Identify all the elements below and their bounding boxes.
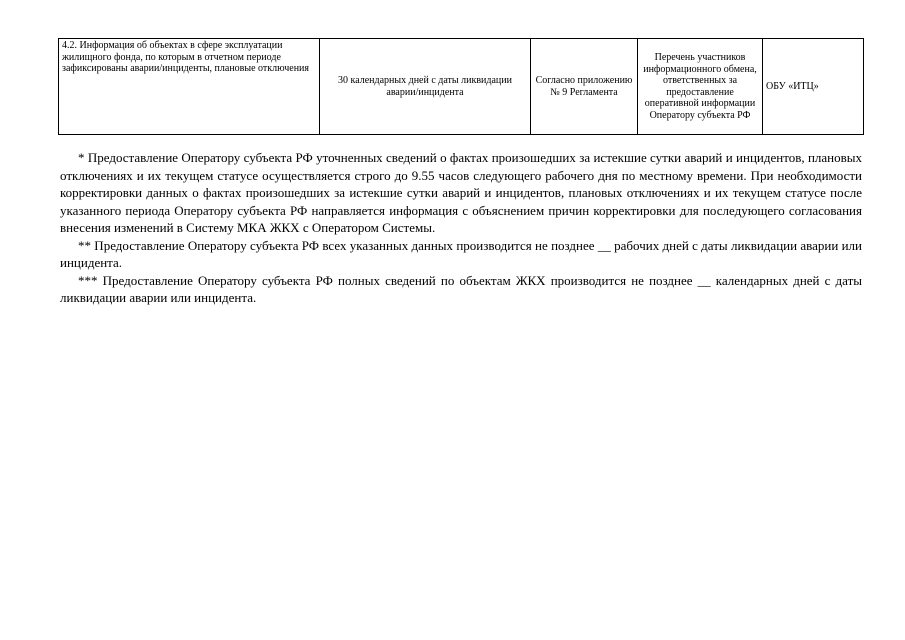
cell-format: Согласно приложению № 9 Регламента — [531, 39, 638, 135]
cell-participants: Перечень участников информационного обмена, ответственных за предоставление оперативной информации Оператору субъекта РФ — [638, 39, 763, 135]
cell-description: 4.2. Информация об объектах в сфере эксплуатации жилищного фонда, по которым в отчетном периоде зафиксированы аварии/инциденты, плановые отключения — [59, 39, 320, 135]
cell-deadline: 30 календарных дней с даты ликвидации аварии/инцидента — [320, 39, 531, 135]
footnote-3: *** Предоставление Оператору субъекта РФ полных сведений по объектам ЖКХ производится не позднее __ календарных дней с даты ликвидации аварии или инцидента. — [60, 272, 862, 305]
table-row — [59, 39, 864, 135]
footnotes — [60, 149, 862, 307]
footnote-1: * Предоставление Оператору субъекта РФ уточненных сведений о фактах произошедших за истекшие сутки аварий и инцидентов, плановых отключениях и их текущем статусе осуществляется строго до 9.55 часов следующего рабочего дня по местному времени. При необходимости корректировки данных о фактах произошедших за истекшие сутки аварий и инцидентов, плановых отключениях и их текущем статусе после указанного периода Оператору субъекта РФ направляется информация с объяснением причин корректировки для последующего согласования внесения изменений в Систему МКА ЖКХ с Оператором Системы. — [60, 150, 862, 235]
reporting-table — [58, 38, 864, 135]
cell-responsible: ОБУ «ИТЦ» — [763, 39, 864, 135]
footnote-2: ** Предоставление Оператору субъекта РФ всех указанных данных производится не позднее __ рабочих дней с даты ликвидации аварии или инцидента. — [60, 237, 862, 270]
